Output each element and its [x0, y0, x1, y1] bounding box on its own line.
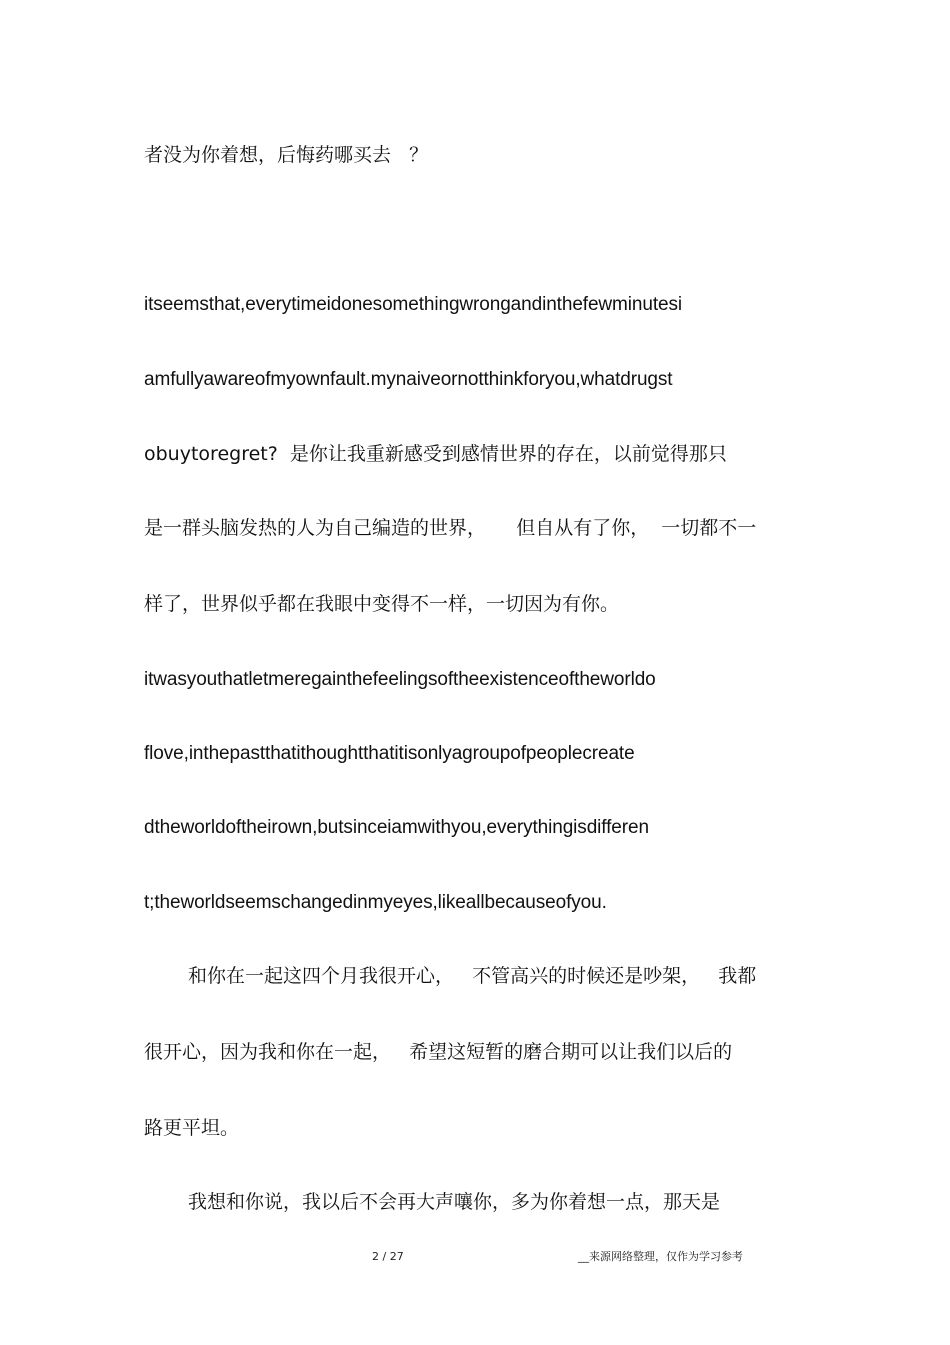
text-line-9: dtheworldoftheirown,butsinceiamwithyou,everythingisdifferen: [144, 817, 649, 838]
text-line-1: 者没为你着想，后悔药哪买去 ？: [144, 144, 429, 166]
text-line-13: 路更平坦。: [144, 1117, 240, 1139]
footer-note: __来源网络整理，仅作为学习参考: [578, 1250, 743, 1263]
text-line-6: 样了，世界似乎都在我眼中变得不一样，一切因为有你。: [144, 593, 620, 615]
text-line-8: flove,inthepastthatithoughtthatitisonlyagroupofpeoplecreate: [144, 743, 635, 764]
text-line-5: 是一群头脑发热的人为自己编造的世界， 但自从有了你， 一切都不一: [144, 517, 757, 539]
text-line-4: obuytoregret? 是你让我重新感受到感情世界的存在，以前觉得那只: [144, 443, 727, 465]
text-line-3: amfullyawareofmyownfault.mynaiveornotthinkforyou,whatdrugst: [144, 369, 673, 390]
text-line-2: itseemsthat,everytimeidonesomethingwrongandinthefewminutesi: [144, 294, 683, 315]
text-line-7: itwasyouthatletmeregainthefeelingsoftheexistenceoftheworldo: [144, 669, 656, 690]
text-line-10: t;theworldseemschangedinmyeyes,likeallbecauseofyou.: [144, 892, 607, 913]
text-line-14: 我想和你说，我以后不会再大声嚷你，多为你着想一点，那天是: [188, 1191, 721, 1213]
page-number: 2 / 27: [372, 1250, 404, 1263]
text-line-12: 很开心，因为我和你在一起， 希望这短暂的磨合期可以让我们以后的: [144, 1041, 733, 1063]
text-line-11: 和你在一起这四个月我很开心， 不管高兴的时候还是吵架， 我都: [188, 965, 757, 987]
